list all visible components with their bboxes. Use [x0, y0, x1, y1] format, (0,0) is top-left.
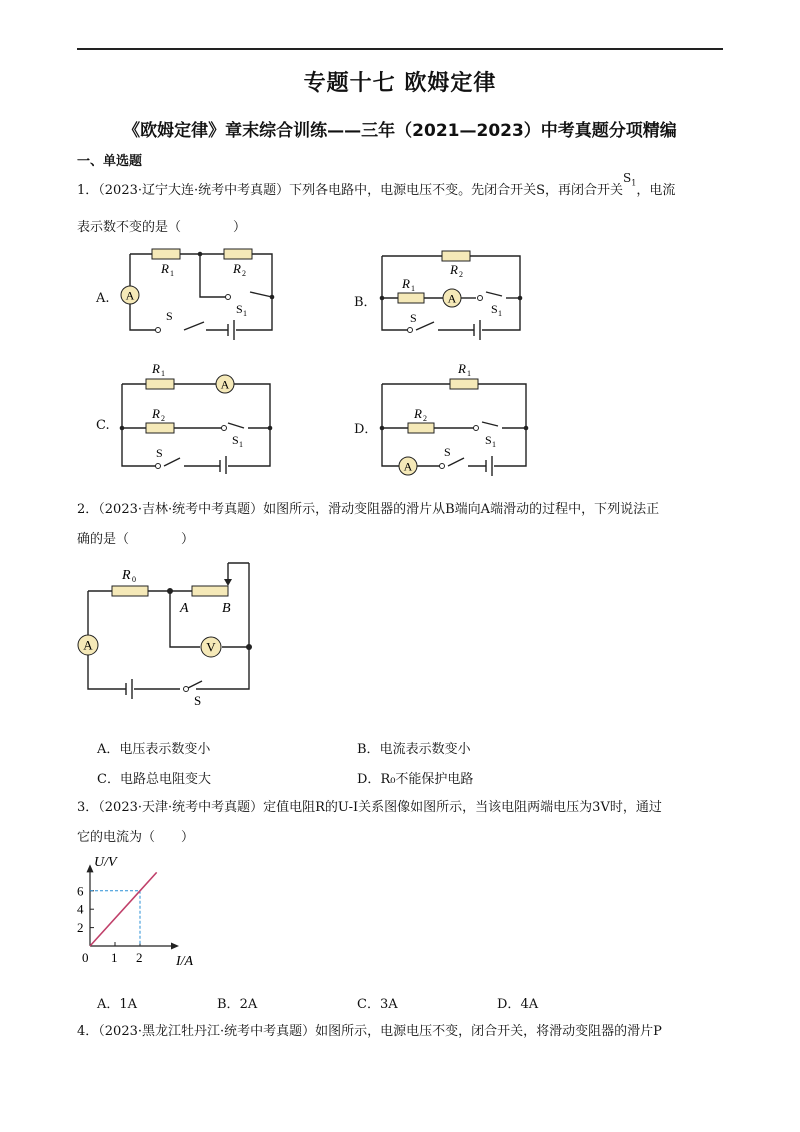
- page-title: 专题十七 欧姆定律: [303, 71, 497, 96]
- y-tick-label: 6: [77, 883, 84, 899]
- s1-label: S: [232, 433, 239, 447]
- s1-label: S: [485, 433, 492, 447]
- y-axis-label: U/V: [94, 855, 117, 870]
- q3-option-c: C．3A: [357, 997, 398, 1012]
- s-label: S: [444, 445, 451, 459]
- voltmeter-label: V: [206, 639, 216, 655]
- svg-text:2: 2: [242, 269, 246, 278]
- s1-label: S: [236, 302, 243, 316]
- r2-label: R: [152, 406, 160, 421]
- q2-line1: [77, 500, 725, 520]
- r1-label: R: [458, 361, 466, 376]
- y-tick-label: 2: [77, 920, 84, 936]
- x-axis-label: I/A: [176, 954, 194, 969]
- circuit-a: [110, 240, 290, 345]
- r1-label: R: [402, 276, 410, 291]
- q3-option-a: A．1A: [97, 997, 138, 1012]
- q3-number: 3．: [77, 800, 99, 815]
- ui-graph: [70, 848, 210, 972]
- q1-line2: 表示数不变的是（ ）: [77, 220, 247, 235]
- svg-text:2: 2: [423, 414, 427, 423]
- r1-label: R: [161, 261, 169, 276]
- ui-series-line: [90, 872, 157, 946]
- q1-number: 1．: [77, 183, 99, 198]
- q1-stem: （2023·辽宁大连·统考中考真题）下列各电路中，电源电压不变。先闭合开关S，再闭合开关: [98, 183, 624, 198]
- svg-text:1: 1: [243, 309, 247, 318]
- q2-option-c: C．电路总电阻变大: [97, 772, 211, 787]
- x-tick-label: 0: [82, 950, 89, 965]
- q2-option-d: D．R₀不能保护电路: [357, 772, 474, 787]
- q3-option-d: D．4A: [497, 997, 539, 1012]
- q1-s1-symbol: $S_1$: [623, 171, 637, 188]
- section-heading: 一、单选题: [77, 154, 143, 169]
- svg-text:1: 1: [239, 440, 243, 449]
- page-subtitle: 《欧姆定律》章末综合训练——三年（2021—2023）中考真题分项精编: [123, 121, 677, 141]
- s-label: S: [166, 309, 173, 323]
- q3-line2: 它的电流为（ ）: [77, 830, 195, 845]
- svg-text:2: 2: [161, 414, 165, 423]
- q1-option-b: B．: [354, 295, 377, 310]
- svg-text:1: 1: [411, 284, 415, 293]
- q1-option-d: D．: [354, 422, 378, 437]
- circuit-d: [370, 360, 540, 478]
- q2-line2: 确的是（ ）: [77, 532, 195, 547]
- s1-label: S: [491, 302, 498, 316]
- q2-option-b: B．电流表示数变小: [357, 742, 471, 757]
- x-tick-label: 2: [136, 950, 143, 965]
- s-label: S: [194, 693, 202, 705]
- circuit-c: [110, 362, 285, 474]
- svg-text:1: 1: [170, 269, 174, 278]
- ammeter-label: A: [220, 377, 230, 392]
- r2-label: R: [414, 406, 422, 421]
- q4-line1: [77, 1022, 725, 1042]
- svg-text:1: 1: [467, 369, 471, 378]
- q4-stem: （2023·黑龙江牡丹江·统考中考真题）如图所示，电源电压不变，闭合开关，将滑动变阻器的滑片P: [98, 1024, 662, 1039]
- q3-line1: [77, 798, 725, 818]
- q1-option-a: A.: [96, 291, 110, 306]
- s-label: S: [156, 446, 163, 460]
- q2-number: 2．: [77, 502, 99, 517]
- svg-text:2: 2: [459, 270, 463, 279]
- y-tick-label: 4: [77, 901, 84, 917]
- circuit-q2: [70, 555, 270, 705]
- s-label: S: [410, 311, 417, 325]
- q3-option-b: B．2A: [217, 997, 258, 1012]
- ammeter-label: A: [403, 459, 413, 474]
- q4-number: 4．: [77, 1024, 99, 1039]
- r1-label: R: [152, 362, 160, 376]
- q1-stem-end: ，电流: [636, 183, 676, 198]
- q1-line1: [77, 171, 725, 205]
- svg-text:0: 0: [132, 575, 136, 584]
- q1-option-c: C.: [96, 418, 110, 433]
- r2-label: R: [233, 261, 241, 276]
- q3-stem: （2023·天津·统考中考真题）定值电阻R的U-I关系图像如图所示，当该电阻两端电压为3V时，通过: [98, 800, 662, 815]
- svg-text:1: 1: [498, 309, 502, 318]
- circuit-b: [370, 242, 540, 347]
- r0-label: R: [122, 568, 131, 583]
- end-b-label: B: [222, 601, 231, 616]
- ammeter-label: A: [125, 288, 135, 303]
- end-a-label: A: [180, 601, 189, 616]
- header-rule: [77, 48, 723, 50]
- q2-option-a: A．电压表示数变小: [97, 742, 211, 757]
- q2-stem: （2023·吉林·统考中考真题）如图所示，滑动变阻器的滑片从B端向A端滑动的过程中，下列说法正: [98, 502, 660, 517]
- ammeter-label: A: [83, 637, 93, 653]
- svg-text:1: 1: [161, 369, 165, 378]
- svg-text:1: 1: [492, 440, 496, 449]
- x-tick-label: 1: [111, 950, 118, 965]
- ammeter-label: A: [447, 291, 457, 306]
- r2-label: R: [450, 262, 458, 277]
